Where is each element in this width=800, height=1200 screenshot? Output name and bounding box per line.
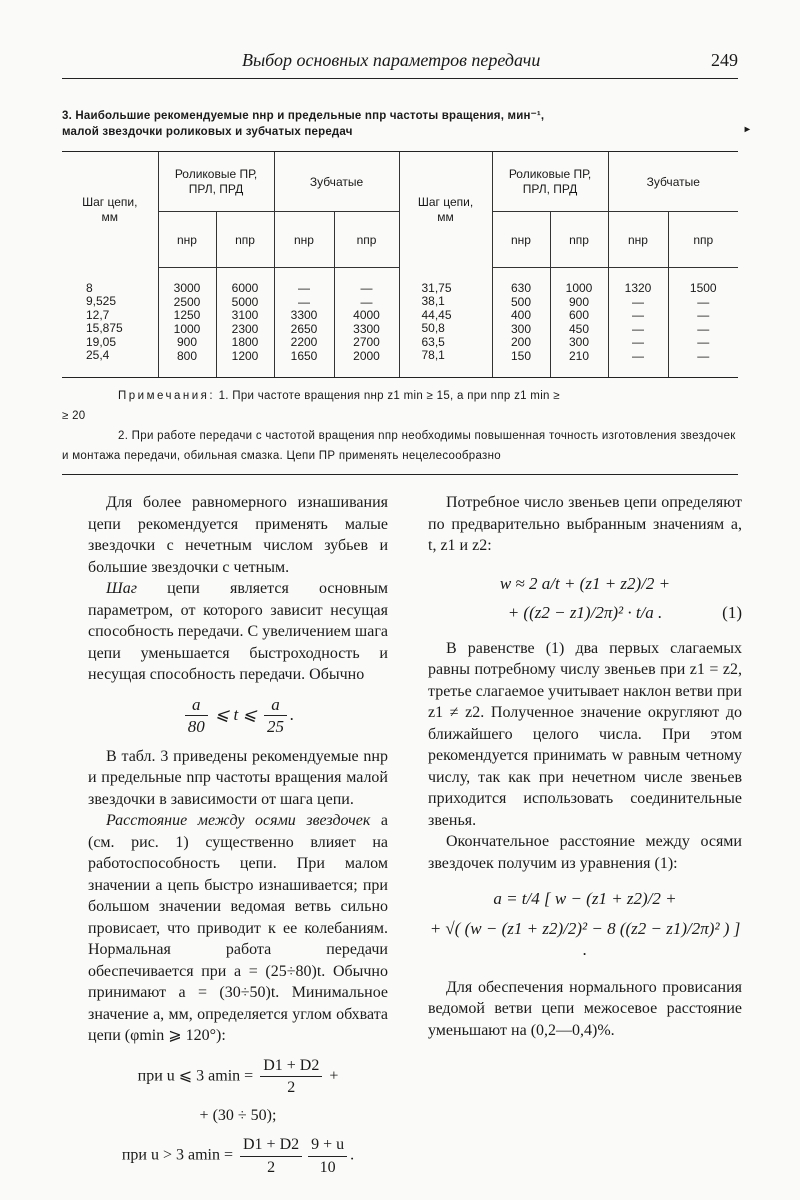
corner-mark: ▸ bbox=[744, 124, 750, 135]
table-cell: 900 bbox=[568, 294, 590, 309]
table-cell: 600 bbox=[568, 308, 590, 322]
paragraph: Для обеспечения нормального провисания ведомой ветви цепи межосевое расстояние уменьшают на (0,2—0,4)%. bbox=[428, 978, 742, 1039]
emphasis: Расстояние между осями звездочек bbox=[106, 812, 371, 829]
table-cell: 300 bbox=[568, 335, 590, 349]
table-cell: 38,1 bbox=[421, 294, 445, 309]
hdr-step-right: Шаг цепи, мм bbox=[399, 152, 492, 268]
hdr-nhr: nнр bbox=[608, 212, 668, 268]
speed-table bbox=[62, 151, 738, 378]
paragraph-text: a (см. рис. 1) существенно влияет на работоспособность цепи. При малом значении a цепь быстро изнашивается; при большом значении ведомая ветвь сильно провисает, что приводит к ее колебаниям. Нормальная работа передачи обеспечивается при a = (25÷80)t. Обычно принимают a = (30÷50)t. Минимальное значение a, мм, определяется углом обхвата цепи (φmin ⩾ 120°): bbox=[88, 812, 388, 1044]
col-roller-pr-right bbox=[550, 268, 608, 378]
note-1-cont: ≥ 20 bbox=[62, 410, 86, 422]
table-cell: — bbox=[697, 335, 710, 349]
hdr-step-left: Шаг цепи, мм bbox=[62, 152, 158, 268]
hdr-tooth-left: Зубчатые bbox=[274, 152, 399, 212]
table-cell: 3000 bbox=[173, 281, 201, 295]
table-cell: 3300 bbox=[290, 308, 318, 322]
table-cell: — bbox=[360, 294, 373, 309]
formula-amin-1b: + (30 ÷ 50); bbox=[199, 1106, 277, 1124]
table-cell: — bbox=[632, 308, 644, 322]
formula-a-line1: a = t/4 [ w − (z1 + z2)/2 + bbox=[493, 889, 677, 908]
table-cell: 9,525 bbox=[86, 294, 117, 309]
formula-w-line1: w ≈ 2 a/t + (z1 + z2)/2 + bbox=[499, 573, 671, 593]
running-header bbox=[62, 48, 738, 79]
formula-mid: ⩽ t ⩽ bbox=[210, 704, 261, 724]
table-cell: 210 bbox=[568, 348, 590, 363]
table-cell: 3100 bbox=[231, 308, 259, 322]
table-cell: 630 bbox=[510, 281, 532, 295]
frac-num: a bbox=[264, 694, 287, 717]
table-cell: 200 bbox=[510, 335, 532, 349]
caption-line-2: малой звездочки роликовых и зубчатых передач bbox=[62, 126, 353, 138]
col-roller-hr-right bbox=[492, 268, 550, 378]
table-cell: 31,75 bbox=[421, 280, 452, 295]
paragraph: Окончательное расстояние между осями звездочек получим из уравнения (1): bbox=[428, 833, 742, 872]
col-step-right bbox=[399, 268, 492, 378]
col-step-left bbox=[62, 268, 158, 378]
formula-w-line2 bbox=[428, 602, 742, 624]
header-title: Выбор основных параметров передачи bbox=[242, 50, 541, 70]
table-cell: — bbox=[632, 335, 644, 349]
note-2: 2. При работе передачи с частотой вращения nпр необходимы повышенная точность изготовления звездочек и монтажа передачи, обильная смазка. Цепи ПР применять нецелесообразно bbox=[62, 430, 736, 462]
table-cell: — bbox=[697, 308, 710, 322]
formula-pre: при u > 3 amin = bbox=[121, 1146, 237, 1164]
table-cell: 1000 bbox=[173, 321, 201, 336]
left-column bbox=[88, 492, 388, 1186]
table-cell: — bbox=[360, 281, 373, 295]
table-cell: 44,45 bbox=[421, 307, 452, 322]
table-cell: — bbox=[632, 294, 644, 309]
table-cell: 78,1 bbox=[421, 348, 445, 363]
formula-amin-2: при u > 3 amin = $\frac{D1 + D2}{2}$ $\frac{9 + u}{10}$ . bbox=[88, 1134, 388, 1178]
table-cell: 2200 bbox=[290, 335, 318, 349]
table-cell: 6000 bbox=[231, 281, 259, 295]
paragraph: Для более равномерного изнашивания цепи рекомендуется применять малые звездочки с нечетным числом зубьев и большие звездочки с четным. bbox=[88, 494, 388, 576]
emphasis: Шаг bbox=[106, 580, 137, 597]
table-cell: 1500 bbox=[689, 281, 717, 295]
table-cell: — bbox=[298, 281, 310, 295]
table-cell: 300 bbox=[510, 321, 532, 336]
table-cell: 19,05 bbox=[86, 334, 117, 349]
table-cell: 12,7 bbox=[86, 307, 110, 322]
paragraph-step bbox=[88, 578, 388, 686]
hdr-nhr: nнр bbox=[274, 212, 334, 268]
paragraph-text: цепи является основным параметром, от которого зависит несущая способность передачи. С увеличением шага цепи уменьшается быстроходность и несущая способность передачи. Обычно bbox=[88, 580, 388, 683]
table-cell: 2650 bbox=[290, 321, 318, 336]
formula-step-range: $\frac{a}{80}$ ⩽ t ⩽ $\frac{a}{25}$ . bbox=[88, 694, 388, 738]
col-tooth-pr-right bbox=[668, 268, 738, 378]
hdr-nhr: nнр bbox=[158, 212, 216, 268]
table-cell: 3300 bbox=[353, 321, 380, 336]
table-cell: 1250 bbox=[173, 308, 201, 322]
col-tooth-hr-left bbox=[274, 268, 334, 378]
frac-den: 25 bbox=[266, 717, 284, 736]
frac-den: 10 bbox=[319, 1158, 336, 1176]
table-cell: — bbox=[632, 348, 644, 363]
table-cell: 15,875 bbox=[86, 321, 123, 336]
hdr-roller-left: Роликовые ПР, ПРЛ, ПРД bbox=[158, 152, 274, 212]
col-roller-pr-left bbox=[216, 268, 274, 378]
hdr-npr: nпр bbox=[550, 212, 608, 268]
table-cell: 5000 bbox=[231, 294, 259, 309]
hdr-tooth-right: Зубчатые bbox=[608, 152, 738, 212]
formula-a-line2: + √( (w − (z1 + z2)/2)² − 8 ((z2 − z1)/2π)² ) ] . bbox=[429, 918, 741, 959]
table-cell: 1800 bbox=[231, 335, 259, 349]
table-cell: 1200 bbox=[231, 348, 259, 363]
right-column bbox=[428, 492, 742, 1041]
hdr-roller-right: Роликовые ПР, ПРЛ, ПРД bbox=[492, 152, 608, 212]
frac-num: 9 + u bbox=[308, 1134, 347, 1157]
frac-den: 2 bbox=[267, 1158, 276, 1176]
hdr-npr: nпр bbox=[216, 212, 274, 268]
table-notes bbox=[62, 386, 738, 475]
table-cell: 25,4 bbox=[86, 348, 110, 363]
equation-number: (1) bbox=[722, 603, 742, 622]
table-cell: 450 bbox=[568, 321, 590, 336]
table-cell: 8 bbox=[86, 280, 93, 295]
note-1: 1. При частоте вращения nнр z1 min ≥ 15, а при nпр z1 min ≥ bbox=[218, 390, 560, 402]
frac-num: D1 + D2 bbox=[240, 1134, 302, 1157]
frac-num: a bbox=[185, 694, 208, 717]
table-cell: — bbox=[697, 348, 710, 363]
table-cell: 2300 bbox=[231, 321, 259, 336]
frac-num: D1 + D2 bbox=[260, 1055, 322, 1078]
table-caption bbox=[62, 108, 750, 140]
table-cell: — bbox=[298, 294, 310, 309]
table-cell: 150 bbox=[510, 348, 532, 363]
table-cell: 2000 bbox=[353, 348, 380, 363]
table-cell: 800 bbox=[176, 348, 198, 363]
table-cell: 63,5 bbox=[421, 334, 445, 349]
table-cell: 1320 bbox=[624, 281, 652, 295]
formula-pre: при u ⩽ 3 amin = bbox=[137, 1067, 258, 1085]
table-cell: 1650 bbox=[290, 348, 318, 363]
table-cell: — bbox=[697, 321, 710, 336]
table-cell: 2500 bbox=[173, 294, 201, 309]
table-cell: — bbox=[632, 321, 644, 336]
formula-amin-1 bbox=[88, 1055, 388, 1099]
table-cell: 2700 bbox=[353, 335, 380, 349]
col-roller-hr-left bbox=[158, 268, 216, 378]
col-tooth-pr-left bbox=[334, 268, 399, 378]
table-cell: 4000 bbox=[353, 308, 380, 322]
hdr-npr: nпр bbox=[334, 212, 399, 268]
paragraph: В табл. 3 приведены рекомендуемые nнр и предельные nпр частоты вращения малой звездочки в зависимости от шага цепи. bbox=[88, 747, 388, 808]
table-cell: 400 bbox=[510, 308, 532, 322]
formula-tail: + bbox=[325, 1067, 339, 1085]
formula-text: + ((z2 − z1)/2π)² · t/a . bbox=[507, 603, 663, 622]
frac-den: 80 bbox=[187, 717, 205, 736]
table-cell: — bbox=[697, 294, 710, 309]
col-tooth-hr-right bbox=[608, 268, 668, 378]
table-cell: 900 bbox=[176, 335, 198, 349]
paragraph: Потребное число звеньев цепи определяют по предварительно выбранным значениям a, t, z1 и z2: bbox=[428, 494, 742, 554]
hdr-npr: nпр bbox=[668, 212, 738, 268]
notes-label: Примечания: bbox=[118, 390, 216, 402]
table-cell: 500 bbox=[510, 294, 532, 309]
table-cell: 1000 bbox=[565, 281, 593, 295]
table-cell: 50,8 bbox=[421, 321, 445, 336]
paragraph: В равенстве (1) два первых слагаемых равны потребному числу звеньев при z1 = z2, третье слагаемое учитывает наклон ветви при z1 ≠ z2. Полученное значение округляют до ближайшего целого числа. При этом рекомендуется принимать w равным четному числу, так как при нечетном числе звеньев приходится использовать соединительные звенья. bbox=[428, 639, 742, 829]
frac-den: 2 bbox=[287, 1079, 296, 1096]
paragraph-distance bbox=[88, 810, 388, 1047]
page-number: 249 bbox=[711, 50, 738, 70]
caption-line-1: 3. Наибольшие рекомендуемые nнр и предельные nпр частоты вращения, мин⁻¹, bbox=[62, 110, 545, 122]
hdr-nhr: nнр bbox=[492, 212, 550, 268]
